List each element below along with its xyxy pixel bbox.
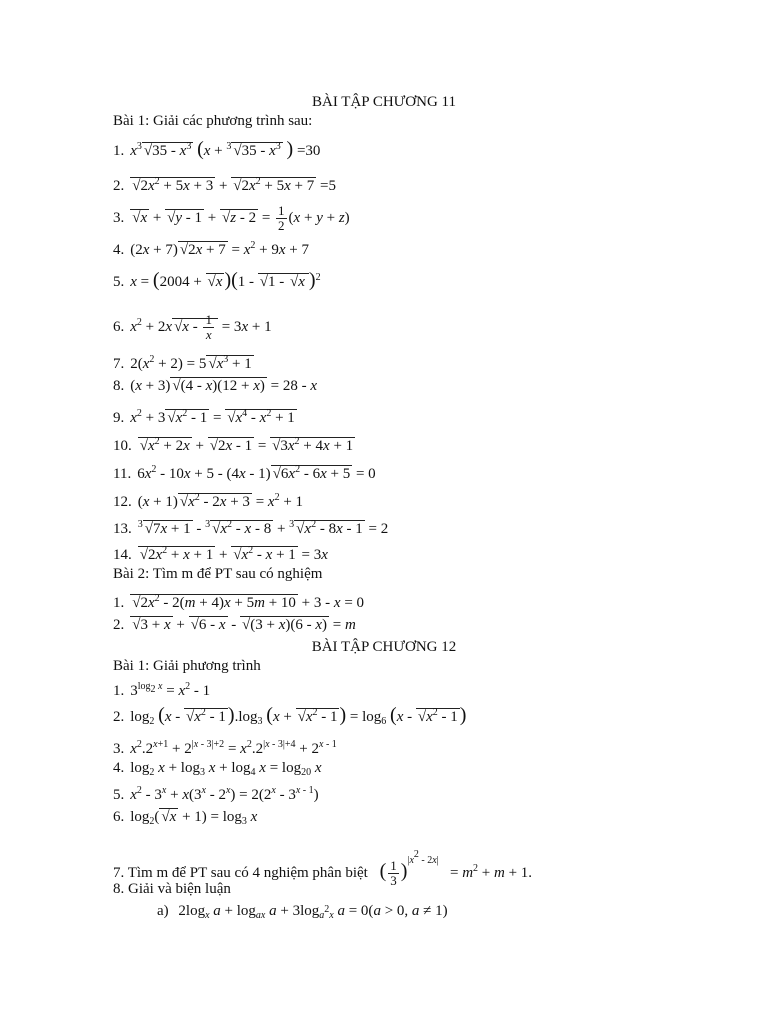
eq-number: 4.: [113, 242, 125, 258]
eq-number: 12.: [113, 494, 132, 510]
log-equation-5: 5. $x^2 - 3^x + x(3^x - 2^x) = 2(2^x - 3^{x - 1})$: [113, 785, 319, 803]
equation-4: 4. (2x + 7)√ $2x + 7 = x^2 + 9x + 7$: [113, 237, 309, 259]
problem-8a-label: a): [157, 903, 169, 919]
section-1-heading: Bài 1: Giải các phương trình sau:: [113, 113, 313, 129]
eq-number: 5.: [113, 787, 125, 803]
chapter-12-title: BÀI TẬP CHƯƠNG 12: [311, 639, 457, 655]
eq-number: 9.: [113, 410, 125, 426]
eq-number: 14.: [113, 547, 132, 563]
param-equation-2: 2.√ 3 + x + √ 6 - x - √ (3 + x)(6 - x) = m: [113, 616, 356, 634]
section-2-heading: Bài 2: Tìm m để PT sau có nghiệm: [113, 566, 323, 582]
eq-number: 1.: [113, 143, 125, 159]
equation-8: 8. (x + 3)√ (4 - x)(12 + x) = 28 - x: [113, 377, 317, 395]
eq-number: 1.: [113, 595, 125, 611]
log-equation-6: 6. $\log_2(√$ $x + 1) = \log_3 x$: [113, 808, 257, 831]
log-equation-1: 1. $3^{log_2 x} = x^2 - 1$: [113, 681, 211, 699]
eq-number: 4.: [113, 760, 125, 776]
equation-14: 14.√ $2x^2 + x + 1$ + √ $x^2 - x + 1 = 3x$: [113, 542, 328, 564]
eq-number: 2.: [113, 178, 125, 194]
problem-7-text: 7. Tìm m để PT sau có 4 nghiệm phân biệt: [113, 865, 368, 881]
eq-number: 8.: [113, 378, 125, 394]
log-equation-3: 3. $x^2.2^{x+1} + 2^{|x - 3|+2} = x^2.2^{|x - 3|+4} + 2^{x - 1}$: [113, 739, 337, 757]
equation-12: 12. (x + 1)√ $x^2 - 2x + 3 = x^2 + 1$: [113, 489, 303, 511]
equation-11: 11. $6x^2 - 10x + 5 - (4x - 1)√$ $6x^2 - 6x + 5 = 0$: [113, 461, 376, 483]
eq-number: 3.: [113, 209, 125, 226]
eq-number: 6.: [113, 809, 125, 825]
equation-6: 6. $x^2 + 2x√$ x - $\frac{1}{x}$ = 3x + 1: [113, 313, 272, 342]
param-equation-1: 1.√ $2x^2 - 2(m + 4)x + 5m + 10 + 3 - x = 0$: [113, 590, 364, 612]
equation-2: 2.√ $2x^2 + 5x + 3$ + √ $2x^2 + 5x + 7 =5$: [113, 173, 336, 195]
chapter-11-title: BÀI TẬP CHƯƠNG 11: [311, 94, 456, 110]
equation-3: 3.√ x + √ y - 1 + √ z - 2 = $\frac{1}{2}$ (x + y + z): [113, 204, 350, 233]
problem-7: 7. Tìm m để PT sau có 4 nghiệm phân biệt ( $\frac{1}{3}$ )$^{|x^2 - 2x|} = m^2 + m + 1$.: [113, 849, 533, 889]
eq-number: 2.: [113, 709, 125, 725]
eq-number: 1.: [113, 683, 125, 699]
eq-number: 6.: [113, 318, 125, 335]
log-equation-2: 2. $\log_2 (x$ - √ $x^2 - 1$ )$.\log_3$ (x + √ $x^2 - 1$ ) = $\log_6 (x$ - √ $x^2 - 1$ ): [113, 704, 466, 731]
equation-13: 13. $^3$√ 7x + 1 - $^3$√ $x^2 - x - 8 + ^3√$ $x^2 - 8x - 1 = 2$: [113, 516, 388, 538]
eq-number: 11.: [113, 466, 132, 482]
eq-number: 13.: [113, 521, 132, 537]
eq-number: 7.: [113, 356, 125, 372]
equation-10: 10.√ $x^2 + 2x$ + √ 2x - 1 = √ $3x^2 + 4x + 1$: [113, 433, 355, 455]
eq-number: 2.: [113, 617, 125, 633]
log-equation-4: 4. $\log_2 x + \log_3 x + \log_4 x = \log_{20} x$: [113, 760, 322, 778]
section-3-heading: Bài 1: Giải phương trình: [113, 658, 261, 674]
eq-number: 10.: [113, 438, 132, 454]
eq-number: 3.: [113, 741, 125, 757]
equation-5: 5. x = (2004 + √ x )(1 - √ 1 - √ x )$^2$: [113, 269, 321, 291]
problem-8-text: 8. Giải và biện luận: [113, 881, 231, 897]
equation-1: 1. $x^3√$ $35 - x^3$ (x + $^3$√ $35 - x^3$ ) =30: [113, 138, 320, 160]
equation-9: 9. $x^2 + 3√$ $x^2 - 1$ = √ $x^4 - x^2 + 1$: [113, 405, 297, 427]
eq-number: 5.: [113, 274, 125, 290]
equation-7: 7. $2(x^2 + 2) = 5√$ $x^3 + 1$: [113, 351, 254, 373]
problem-8a: a) $2\log_x$ $a + \log_{ax} a + 3\log_{a^2x}$ a = 0(a > 0, a ≠ 1): [157, 903, 448, 921]
